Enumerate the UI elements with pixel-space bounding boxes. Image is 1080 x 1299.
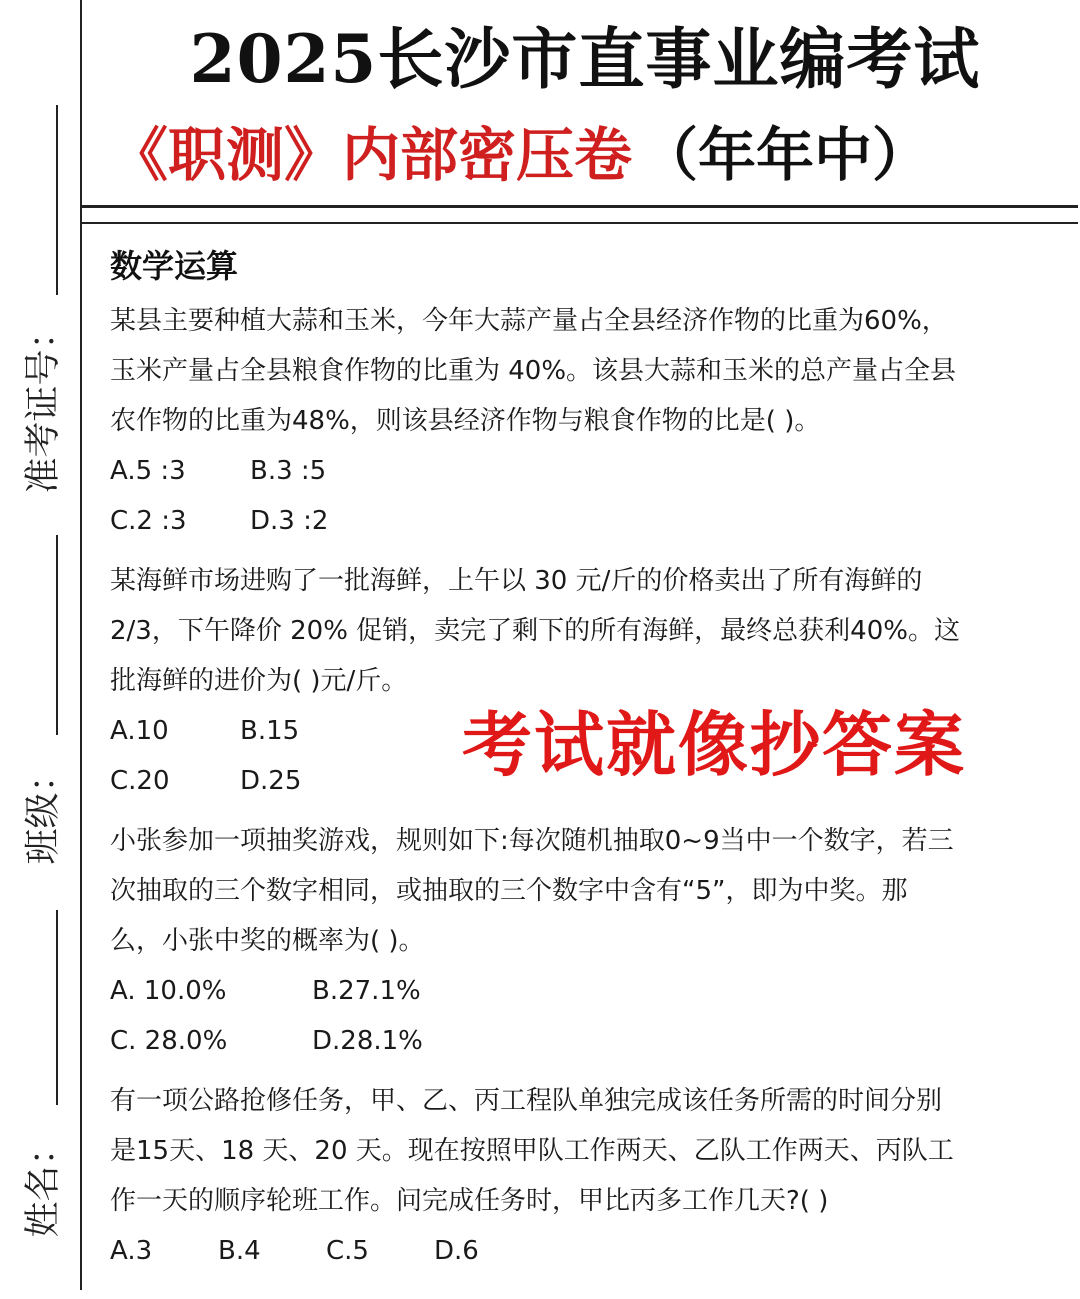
question-line: 批海鲜的进价为( )元/斤。	[110, 666, 408, 696]
question-line: 小张参加一项抽奖游戏，规则如下:每次随机抽取0~9当中一个数字，若三	[110, 826, 954, 856]
question-3	[110, 816, 1060, 1066]
question-line: 农作物的比重为48%，则该县经济作物与粮食作物的比是( )。	[110, 406, 821, 436]
promo-stamp-text: 考试就像抄答案	[462, 704, 966, 786]
name-label: 姓名：	[22, 1129, 64, 1238]
header-divider-thin	[82, 222, 1078, 224]
exam-id-rule	[56, 105, 58, 295]
question-line: 玉米产量占全县粮食作物的比重为 40%。该县大蒜和玉米的总产量占全县	[110, 356, 957, 386]
class-label: 班级：	[22, 756, 64, 865]
option-a: A.5 :3	[110, 456, 186, 486]
question-line: 2/3，下午降价 20% 促销，卖完了剩下的所有海鲜，最终总获利40%。这	[110, 616, 960, 646]
binding-line	[80, 0, 82, 1290]
option-b: B.4	[218, 1236, 261, 1266]
question-4	[110, 1076, 1060, 1276]
option-row	[110, 496, 1060, 546]
option-d: D.28.1%	[312, 1026, 423, 1056]
name-rule	[56, 910, 58, 1105]
option-d: D.6	[434, 1236, 479, 1266]
question-line: 某海鲜市场进购了一批海鲜，上午以 30 元/斤的价格卖出了所有海鲜的	[110, 566, 923, 596]
option-a: A.3	[110, 1236, 153, 1266]
option-d: D.25	[240, 766, 302, 796]
option-row	[110, 966, 1060, 1016]
option-row	[110, 1016, 1060, 1066]
question-line: 是15天、18 天、20 天。现在按照甲队工作两天、乙队工作两天、丙队工	[110, 1136, 954, 1166]
header-divider-thick	[82, 205, 1078, 208]
option-row	[110, 1226, 1060, 1276]
page-title: 2025长沙市直事业编考试	[189, 20, 981, 98]
option-b: B.27.1%	[312, 976, 421, 1006]
option-c: C.2 :3	[110, 506, 187, 536]
class-rule	[56, 535, 58, 735]
subtitle	[110, 112, 1070, 198]
option-a: A. 10.0%	[110, 976, 227, 1006]
question-line: 某县主要种植大蒜和玉米，今年大蒜产量占全县经济作物的比重为60%，	[110, 306, 948, 336]
question-1	[110, 296, 1060, 546]
question-line: 次抽取的三个数字相同，或抽取的三个数字中含有“5”，即为中奖。那	[110, 876, 908, 906]
question-line: 么，小张中奖的概率为( )。	[110, 926, 425, 956]
subtitle-black: （年年中）	[640, 121, 931, 189]
exam-id-label: 准考证号：	[22, 313, 64, 494]
option-d: D.3 :2	[250, 506, 329, 536]
option-b: B.15	[240, 716, 300, 746]
subtitle-red: 《职测》内部密压卷	[110, 121, 633, 189]
option-c: C.5	[326, 1236, 369, 1266]
question-line: 作一天的顺序轮班工作。问完成任务时，甲比丙多工作几天?( )	[110, 1186, 829, 1216]
section-title: 数学运算	[110, 247, 239, 285]
option-a: A.10	[110, 716, 169, 746]
option-b: B.3 :5	[250, 456, 327, 486]
option-row	[110, 446, 1060, 496]
option-c: C. 28.0%	[110, 1026, 228, 1056]
question-line: 有一项公路抢修任务，甲、乙、丙工程队单独完成该任务所需的时间分别	[110, 1086, 943, 1116]
option-c: C.20	[110, 766, 170, 796]
